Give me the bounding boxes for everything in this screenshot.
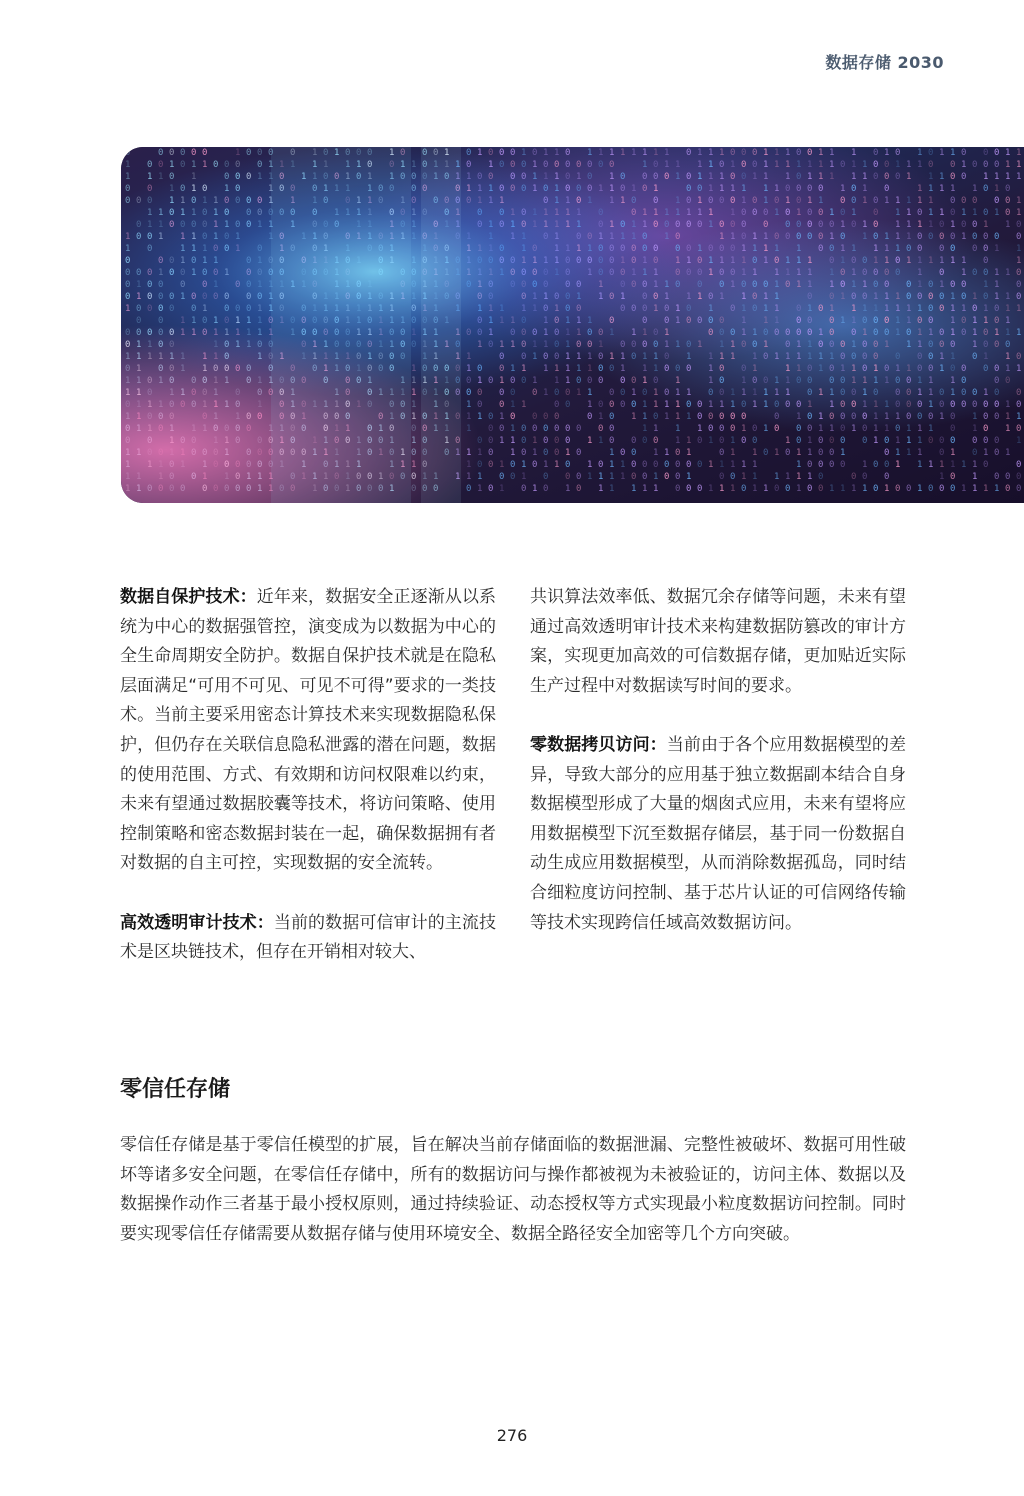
paragraph-text: 共识算法效率低、数据冗余存储等问题，未来有望通过高效透明审计技术来构建数据防篡改的审计方案，实现更加高效的可信数据存储，更加贴近实际生产过程中对数据读写时间的要求。 <box>530 587 906 696</box>
section-heading: 零信任存储 <box>120 1077 231 1102</box>
paragraph-zero-copy-access <box>530 731 906 938</box>
paragraph-text: 近年来，数据安全正逐渐从以系统为中心的数据强管控，演变成为以数据为中心的全生命周期安全防护。数据自保护技术就是在隐私层面满足“可用不可见、可见不可得”要求的一类技术。当前主要采用密态计算技术来实现数据隐私保护，但仍存在关联信息隐私泄露的潜在问题，数据的使用范围、方式、有效期和访问权限难以约束，未来有望通过数据胶囊等技术，将访问策略、使用控制策略和密态数据封装在一起，确保数据拥有者对数据的自主可控，实现数据的安全流转。 <box>120 587 497 874</box>
page-number: 276 <box>496 1426 528 1445</box>
paragraph-text: 当前由于各个应用数据模型的差异，导致大部分的应用基于独立数据副本结合自身数据模型形成了大量的烟囱式应用，未来有望将应用数据模型下沉至数据存储层，基于同一份数据自动生成应用数据模型，从而消除数据孤岛，同时结合细粒度访问控制、基于芯片认证的可信网络传输等技术实现跨信任域高效数据访问。 <box>530 734 907 933</box>
running-header-title: 数据存储 2030 <box>825 53 944 72</box>
binary-data-stream-image <box>121 147 1024 503</box>
term-data-self-protection: 数据自保护技术： <box>120 587 257 607</box>
left-text-column <box>120 583 496 968</box>
term-zero-copy-access: 零数据拷贝访问： <box>530 734 667 755</box>
paragraph-data-self-protection <box>120 583 496 879</box>
paragraph-text: 当前的数据可信审计的主流技术是区块链技术，但存在开销相对较大、 <box>120 912 497 963</box>
term-transparent-audit: 高效透明审计技术： <box>120 912 274 933</box>
paragraph-transparent-audit <box>120 909 496 968</box>
right-text-column <box>530 583 906 938</box>
paragraph-audit-continued <box>530 583 906 701</box>
section-body: 零信任存储是基于零信任模型的扩展，旨在解决当前存储面临的数据泄漏、完整性被破坏、数据可用性破坏等诸多安全问题，在零信任存储中，所有的数据访问与操作都被视为未被验证的，访问主体、数据以及数据操作动作三者基于最小授权原则，通过持续验证、动态授权等方式实现最小粒度数据访问控制。同时要实现零信任存储需要从数据存储与使用环境安全、数据全路径安全加密等几个方向突破。 <box>120 1135 906 1244</box>
